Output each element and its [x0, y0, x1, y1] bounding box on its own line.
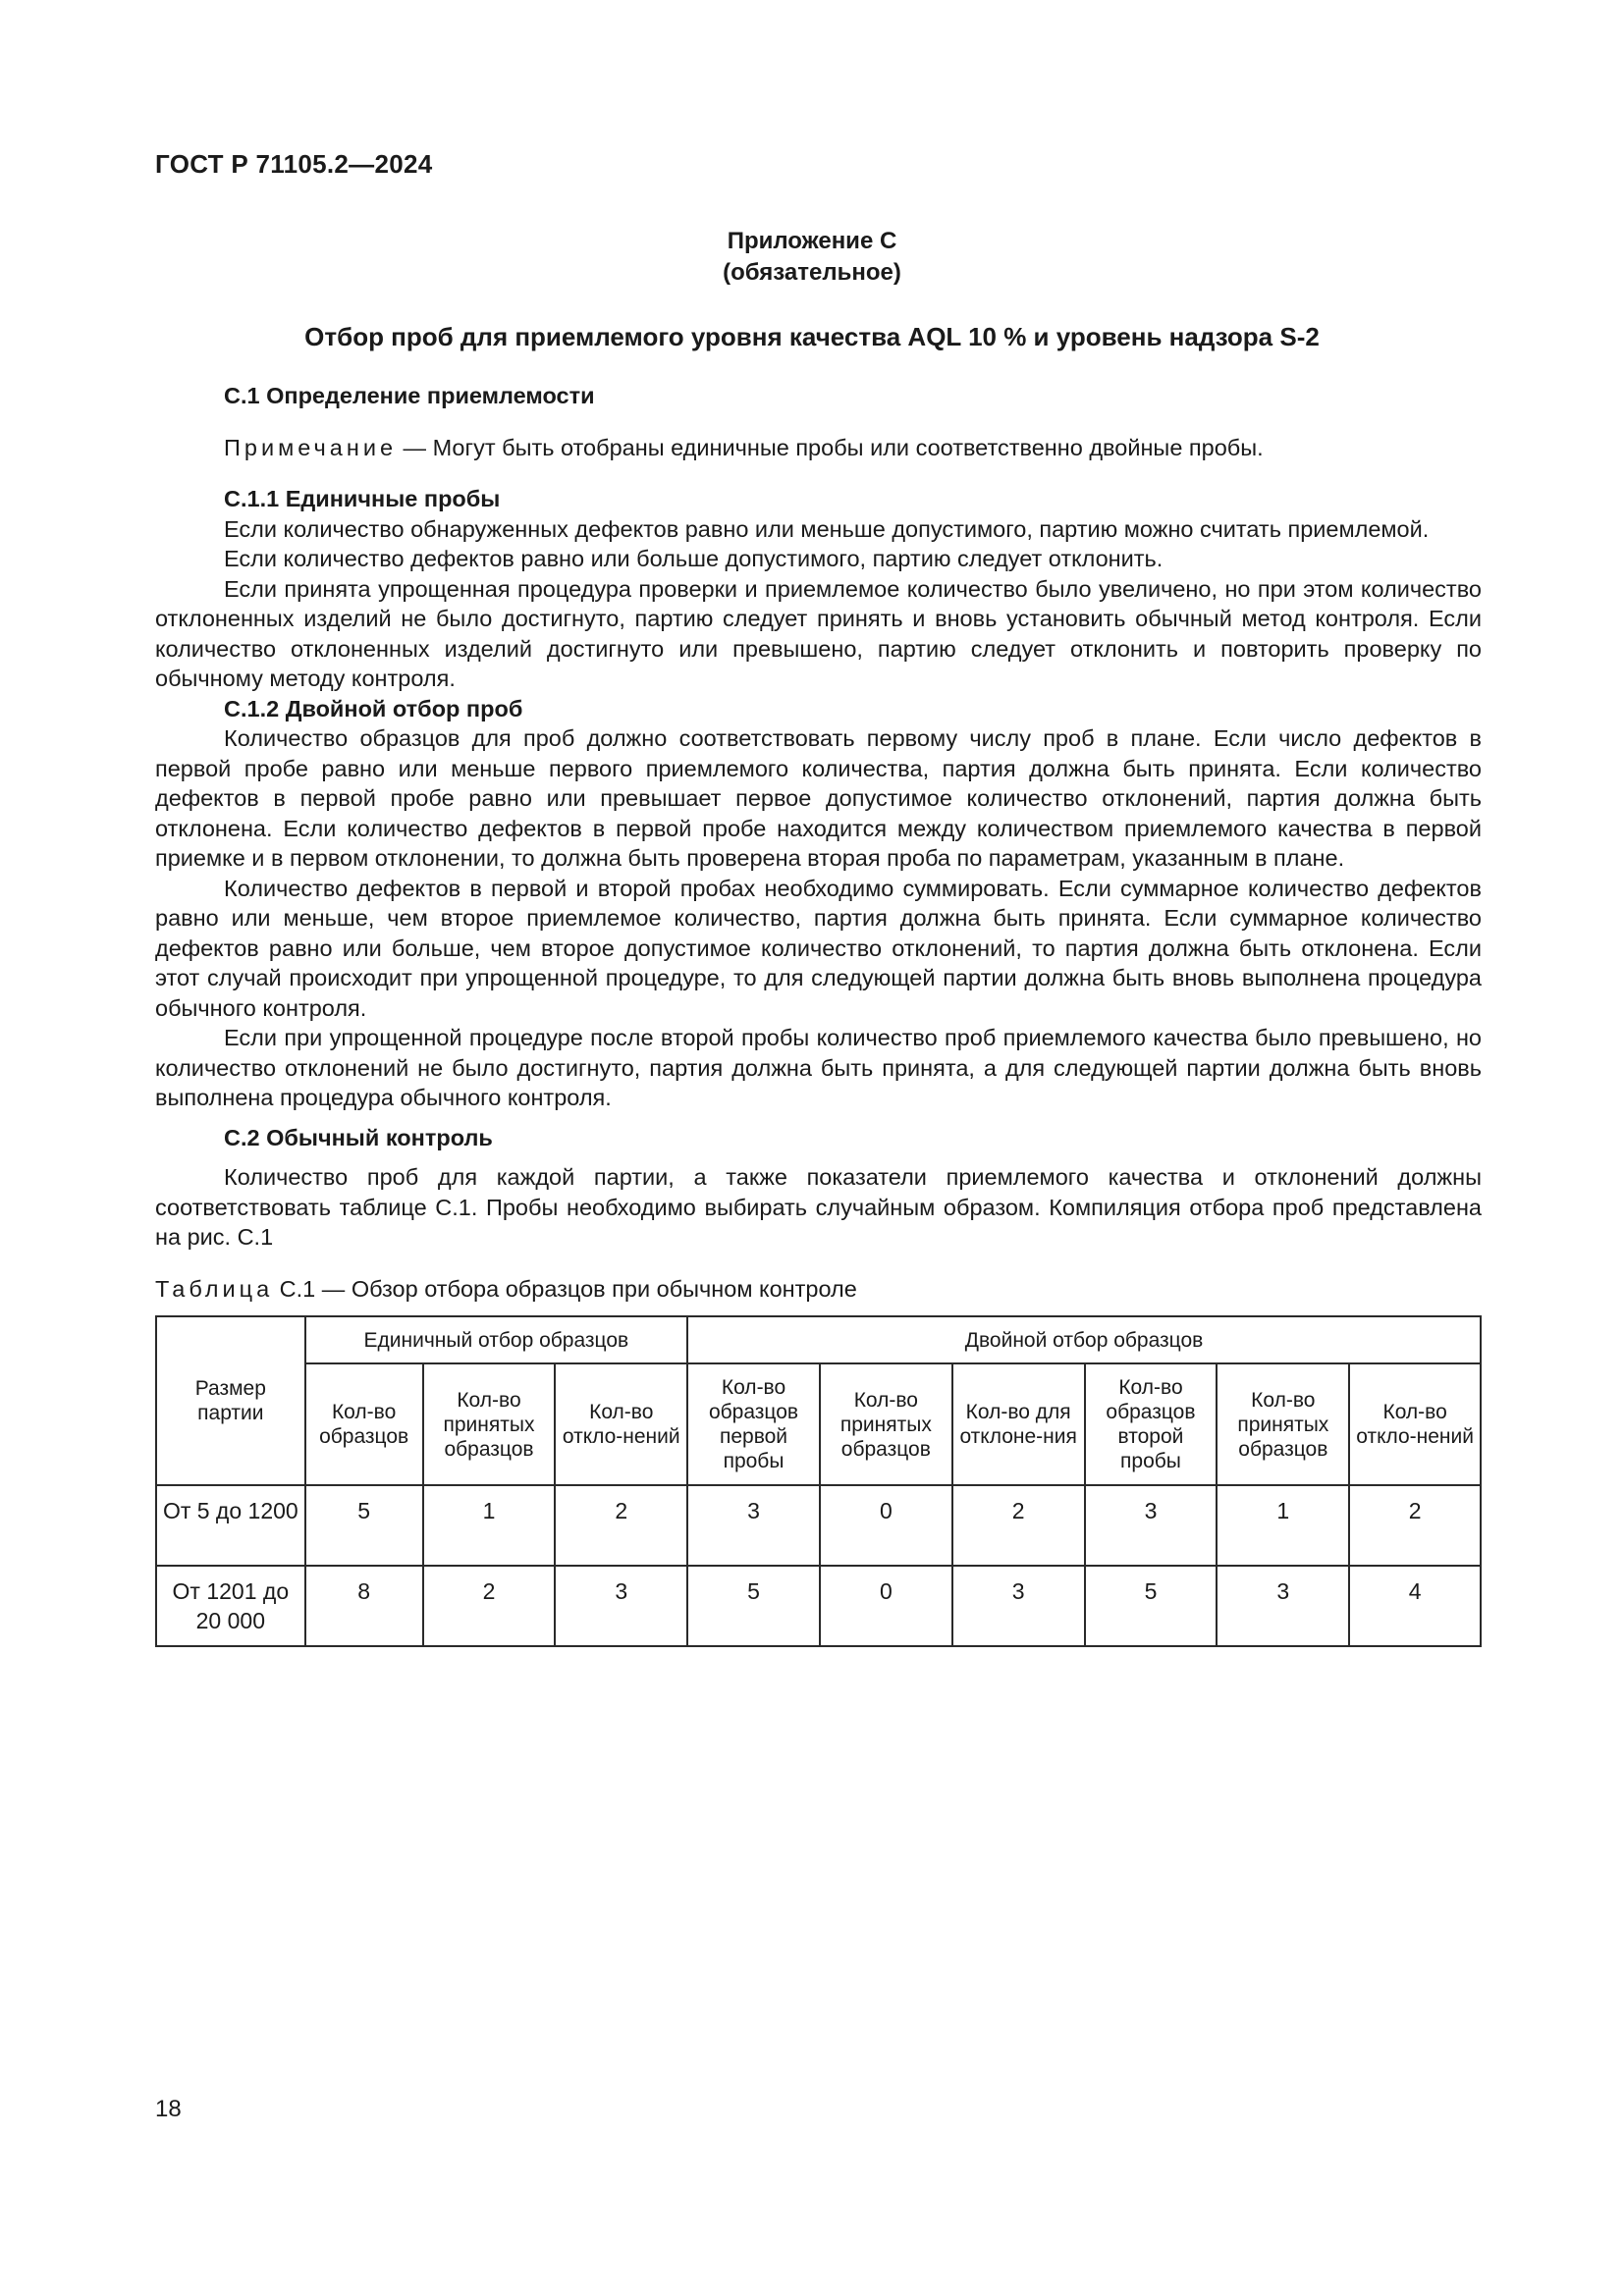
- header-cell: Кол-во принятых образцов: [423, 1363, 556, 1485]
- value-cell: 4: [1349, 1566, 1481, 1646]
- paragraph: Если количество дефектов равно или больше допустимого, партию следует отклонить.: [224, 546, 1164, 571]
- note: [155, 433, 1482, 463]
- header-cell: Кол-во принятых образцов: [1217, 1363, 1349, 1485]
- header-cell: Кол-во откло-нений: [1349, 1363, 1481, 1485]
- sampling-table: [155, 1315, 1482, 1647]
- paragraph: Количество дефектов в первой и второй пробах необходимо суммировать. Если суммарное количество дефектов равно или меньше, чем второе приемлемое количество, партия должна быть принята. Если суммарное количество дефектов равно или больше, чем второе допустимое количество отклонений, то партия должна быть отклонена. Если этот случай происходит при упрощенной процедуре, то для следующей партии должна быть вновь выполнена процедура обычного контроля.: [155, 875, 1482, 1021]
- value-cell: 2: [1349, 1485, 1481, 1566]
- appendix-title: Приложение С: [727, 228, 897, 254]
- section-heading-c1: С.1 Определение приемлемости: [224, 383, 595, 408]
- header-cell: Кол-во образцов первой пробы: [687, 1363, 820, 1485]
- lot-size-cell: От 5 до 1200: [156, 1485, 305, 1566]
- document-code: ГОСТ Р 71105.2—2024: [155, 149, 433, 179]
- table-row: [156, 1485, 1481, 1566]
- appendix-status: (обязательное): [723, 259, 901, 286]
- value-cell: 3: [555, 1566, 687, 1646]
- value-cell: 1: [423, 1485, 556, 1566]
- value-cell: 3: [687, 1485, 820, 1566]
- paragraph: Количество образцов для проб должно соответствовать первому числу проб в плане. Если число дефектов в первой пробе равно или меньше первого приемлемого количества, партия должна быть принята. Если количество дефектов в первой пробе равно или превышает первое допустимое количество отклонений, партия должна быть отклонена. Если количество дефектов в первой пробе находится между количеством приемлемого качества в первой приемке и в первом отклонении, то должна быть проверена вторая проба по параметрам, указанным в плане.: [155, 725, 1482, 871]
- section-heading-c2: С.2 Обычный контроль: [224, 1124, 493, 1150]
- header-cell: Кол-во для отклоне-ния: [952, 1363, 1085, 1485]
- value-cell: 1: [1217, 1485, 1349, 1566]
- table-caption: [155, 1274, 1482, 1305]
- table-caption-label: Таблица: [155, 1275, 274, 1302]
- note-label: Примечание: [224, 434, 398, 460]
- main-title: Отбор проб для приемлемого уровня качества AQL 10 % и уровень надзора S-2: [304, 322, 1320, 351]
- header-group-single: Единичный отбор образцов: [305, 1316, 687, 1363]
- table-row: [156, 1566, 1481, 1646]
- paragraph: Количество проб для каждой партии, а также показатели приемлемого качества и отклонений должны соответствовать таблице С.1. Пробы необходимо выбирать случайным образом. Компиляция отбора проб представлена на рис. С.1: [155, 1164, 1482, 1250]
- header-cell: Кол-во откло-нений: [555, 1363, 687, 1485]
- value-cell: 5: [1085, 1566, 1218, 1646]
- value-cell: 3: [1085, 1485, 1218, 1566]
- table-caption-text: С.1 — Обзор отбора образцов при обычном контроле: [273, 1275, 857, 1302]
- value-cell: 3: [1217, 1566, 1349, 1646]
- paragraph: Если при упрощенной процедуре после второй пробы количество проб приемлемого качества было превышено, но количество отклонений не было достигнуто, партия должна быть принята, а для следующей партии должна быть вновь выполнена процедура обычного контроля.: [155, 1025, 1482, 1110]
- value-cell: 5: [305, 1485, 423, 1566]
- value-cell: 0: [820, 1485, 952, 1566]
- header-cell: Кол-во принятых образцов: [820, 1363, 952, 1485]
- value-cell: 2: [555, 1485, 687, 1566]
- header-cell: Кол-во образцов второй пробы: [1085, 1363, 1218, 1485]
- value-cell: 8: [305, 1566, 423, 1646]
- value-cell: 3: [952, 1566, 1085, 1646]
- paragraph: Если количество обнаруженных дефектов равно или меньше допустимого, партию можно считать приемлемой.: [224, 515, 1430, 542]
- page-number: 18: [155, 2096, 182, 2122]
- section-heading-c12: С.1.2 Двойной отбор проб: [224, 695, 523, 721]
- document-body: [155, 381, 1482, 1647]
- paragraph: Если принята упрощенная процедура проверки и приемлемое количество было увеличено, но при этом количество отклоненных изделий не было достигнуто, партию следует принять и вновь установить обычный метод контроля. Если количество отклоненных изделий достигнуто или превышено, партию следует отклонить и повторить проверку по обычному методу контроля.: [155, 575, 1482, 691]
- value-cell: 2: [952, 1485, 1085, 1566]
- header-group-double: Двойной отбор образцов: [687, 1316, 1481, 1363]
- value-cell: 5: [687, 1566, 820, 1646]
- section-heading-c11: С.1.1 Единичные пробы: [224, 486, 501, 511]
- value-cell: 0: [820, 1566, 952, 1646]
- header-cell: Кол-во образцов: [305, 1363, 423, 1485]
- note-text: — Могут быть отобраны единичные пробы или соответственно двойные пробы.: [397, 434, 1264, 460]
- value-cell: 2: [423, 1566, 556, 1646]
- header-lot-size: Размер партии: [156, 1316, 305, 1485]
- lot-size-cell: От 1201 до 20 000: [156, 1566, 305, 1646]
